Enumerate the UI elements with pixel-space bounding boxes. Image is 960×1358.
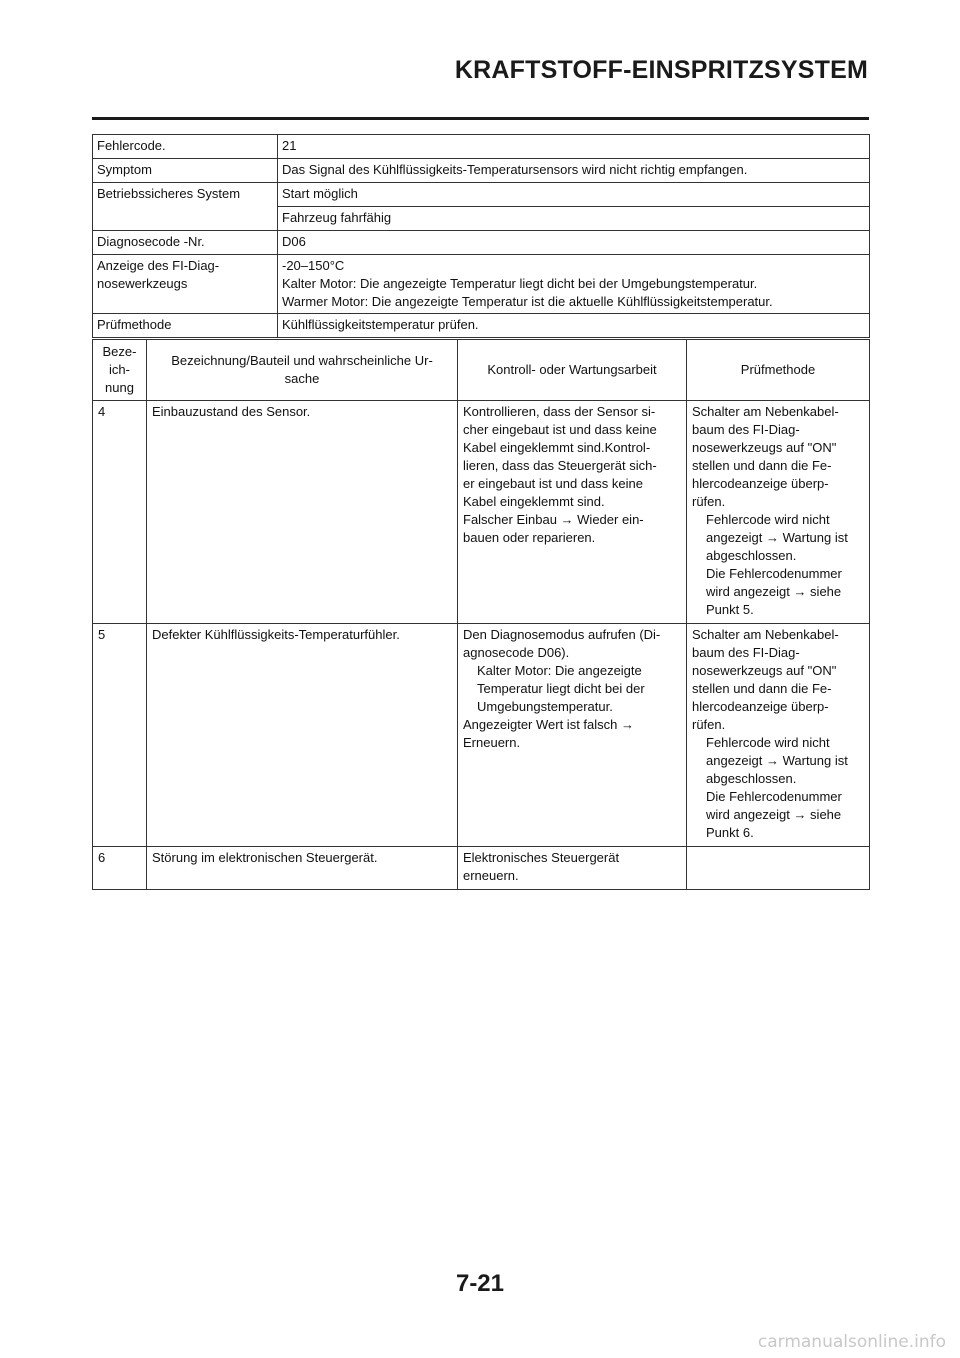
info-row-diagnostic-code [93,231,870,255]
tool-value-warm: Warmer Motor: Die angezeigte Temperatur ist die aktuelle Kühlflüssigkeitstemperatur. [282,294,773,309]
table-row [93,847,870,890]
info-row-symptom [93,159,870,183]
action-line: Angezeigter Wert ist falsch → [463,717,634,732]
check-line: stellen und dann die Fe- [692,681,832,696]
check-line: nosewerkzeugs auf "ON" [692,663,837,678]
header-line: ich- [109,362,130,377]
header-cause [147,340,458,401]
page-number: 7-21 [455,1270,505,1297]
row-cause: Einbauzustand des Sensor. [147,401,458,624]
check-indented-line: Punkt 6. [706,825,754,840]
watermark: carmanualsonline.info [757,1332,946,1352]
symptom-label: Symptom [93,159,278,183]
action-line: Kontrollieren, dass der Sensor si- [463,404,656,419]
check-line: hlercodeanzeige überp- [692,699,829,714]
action-line: er eingebaut ist und dass keine [463,476,643,491]
action-line: Elektronisches Steuergerät [463,850,620,865]
action-indented-line: Temperatur liegt dicht bei der [477,681,645,696]
check-indented-line: Fehlercode wird nicht [706,512,830,527]
check-line: rüfen. [692,494,726,509]
diagnostic-code-value: D06 [278,231,870,255]
fault-code-value: 21 [278,135,870,159]
table-header-row [93,340,870,401]
row-action [458,401,687,624]
fault-code-label: Fehlercode. [93,135,278,159]
tool-label-line: nosewerkzeugs [97,276,188,291]
diagnostic-code-label: Diagnosecode -Nr. [93,231,278,255]
action-line: Kabel eingeklemmt sind.Kontrol- [463,440,651,455]
header-line: Beze- [102,344,137,359]
check-line: stellen und dann die Fe- [692,458,832,473]
action-line: erneuern. [463,868,519,883]
action-line: bauen oder reparieren. [463,530,596,545]
row-cause: Störung im elektronischen Steuergerät. [147,847,458,890]
check-line: Schalter am Nebenkabel- [692,404,839,419]
action-line: lieren, dass das Steuergerät sich- [463,458,657,473]
check-method-value: Kühlflüssigkeitstemperatur prüfen. [278,314,870,338]
troubleshooting-table [92,339,870,890]
row-cause: Defekter Kühlflüssigkeits-Temperaturfühler. [147,624,458,847]
check-line: hlercodeanzeige überp- [692,476,829,491]
row-number: 6 [93,847,147,890]
info-row-check-method [93,314,870,338]
action-line: Den Diagnosemodus aufrufen (Di- [463,627,661,642]
header-action: Kontroll- oder Wartungsarbeit [458,340,687,401]
check-indented-line: Fehlercode wird nicht [706,735,830,750]
check-indented-line: abgeschlossen. [706,771,797,786]
row-number: 5 [93,624,147,847]
check-line: nosewerkzeugs auf "ON" [692,440,837,455]
page-title: KRAFTSTOFF-EINSPRITZSYSTEM [454,56,868,84]
header-item-no [93,340,147,401]
check-indented-line: angezeigt → Wartung ist [706,753,848,768]
tool-display-value [278,255,870,314]
info-row-failsafe [93,183,870,207]
title-divider [92,117,869,120]
row-check-empty [687,847,870,890]
row-check [687,401,870,624]
row-number: 4 [93,401,147,624]
tool-value-cold: Kalter Motor: Die angezeigte Temperatur liegt dicht bei der Umgebungstemperatur. [282,276,758,291]
action-line: Falscher Einbau → Wieder ein- [463,512,644,527]
action-line: Kabel eingeklemmt sind. [463,494,605,509]
check-line: Schalter am Nebenkabel- [692,627,839,642]
action-line: cher eingebaut ist und dass keine [463,422,657,437]
header-check-method: Prüfmethode [687,340,870,401]
tool-label-line: Anzeige des FI-Diag- [97,258,220,273]
check-indented-line: Die Fehlercodenummer [706,789,842,804]
action-line: agnosecode D06). [463,645,570,660]
tool-value-range: -20–150°C [282,258,345,273]
check-indented-line: abgeschlossen. [706,548,797,563]
row-action [458,847,687,890]
table-row [93,624,870,847]
info-row-fault-code [93,135,870,159]
check-indented-line: Punkt 5. [706,602,754,617]
check-line: rüfen. [692,717,726,732]
table-row [93,401,870,624]
failsafe-label: Betriebssicheres System [93,183,278,231]
header-line: sache [284,371,320,386]
check-indented-line: Die Fehlercodenummer [706,566,842,581]
row-action [458,624,687,847]
info-row-tool-display [93,255,870,314]
action-indented-line: Umgebungstemperatur. [477,699,613,714]
failsafe-value-drive: Fahrzeug fahrfähig [278,207,870,231]
symptom-value: Das Signal des Kühlflüssigkeits-Temperatursensors wird nicht richtig empfangen. [278,159,870,183]
check-indented-line: wird angezeigt → siehe [706,807,842,822]
header-line: nung [105,380,134,395]
fault-info-table [92,134,870,338]
row-check [687,624,870,847]
check-indented-line: angezeigt → Wartung ist [706,530,848,545]
header-line: Bezeichnung/Bauteil und wahrscheinliche Ur- [171,353,433,368]
action-line: Erneuern. [463,735,521,750]
check-line: baum des FI-Diag- [692,645,800,660]
check-method-label: Prüfmethode [93,314,278,338]
check-indented-line: wird angezeigt → siehe [706,584,842,599]
check-line: baum des FI-Diag- [692,422,800,437]
failsafe-value-start: Start möglich [278,183,870,207]
action-indented-line: Kalter Motor: Die angezeigte [477,663,642,678]
tool-display-label [93,255,278,314]
